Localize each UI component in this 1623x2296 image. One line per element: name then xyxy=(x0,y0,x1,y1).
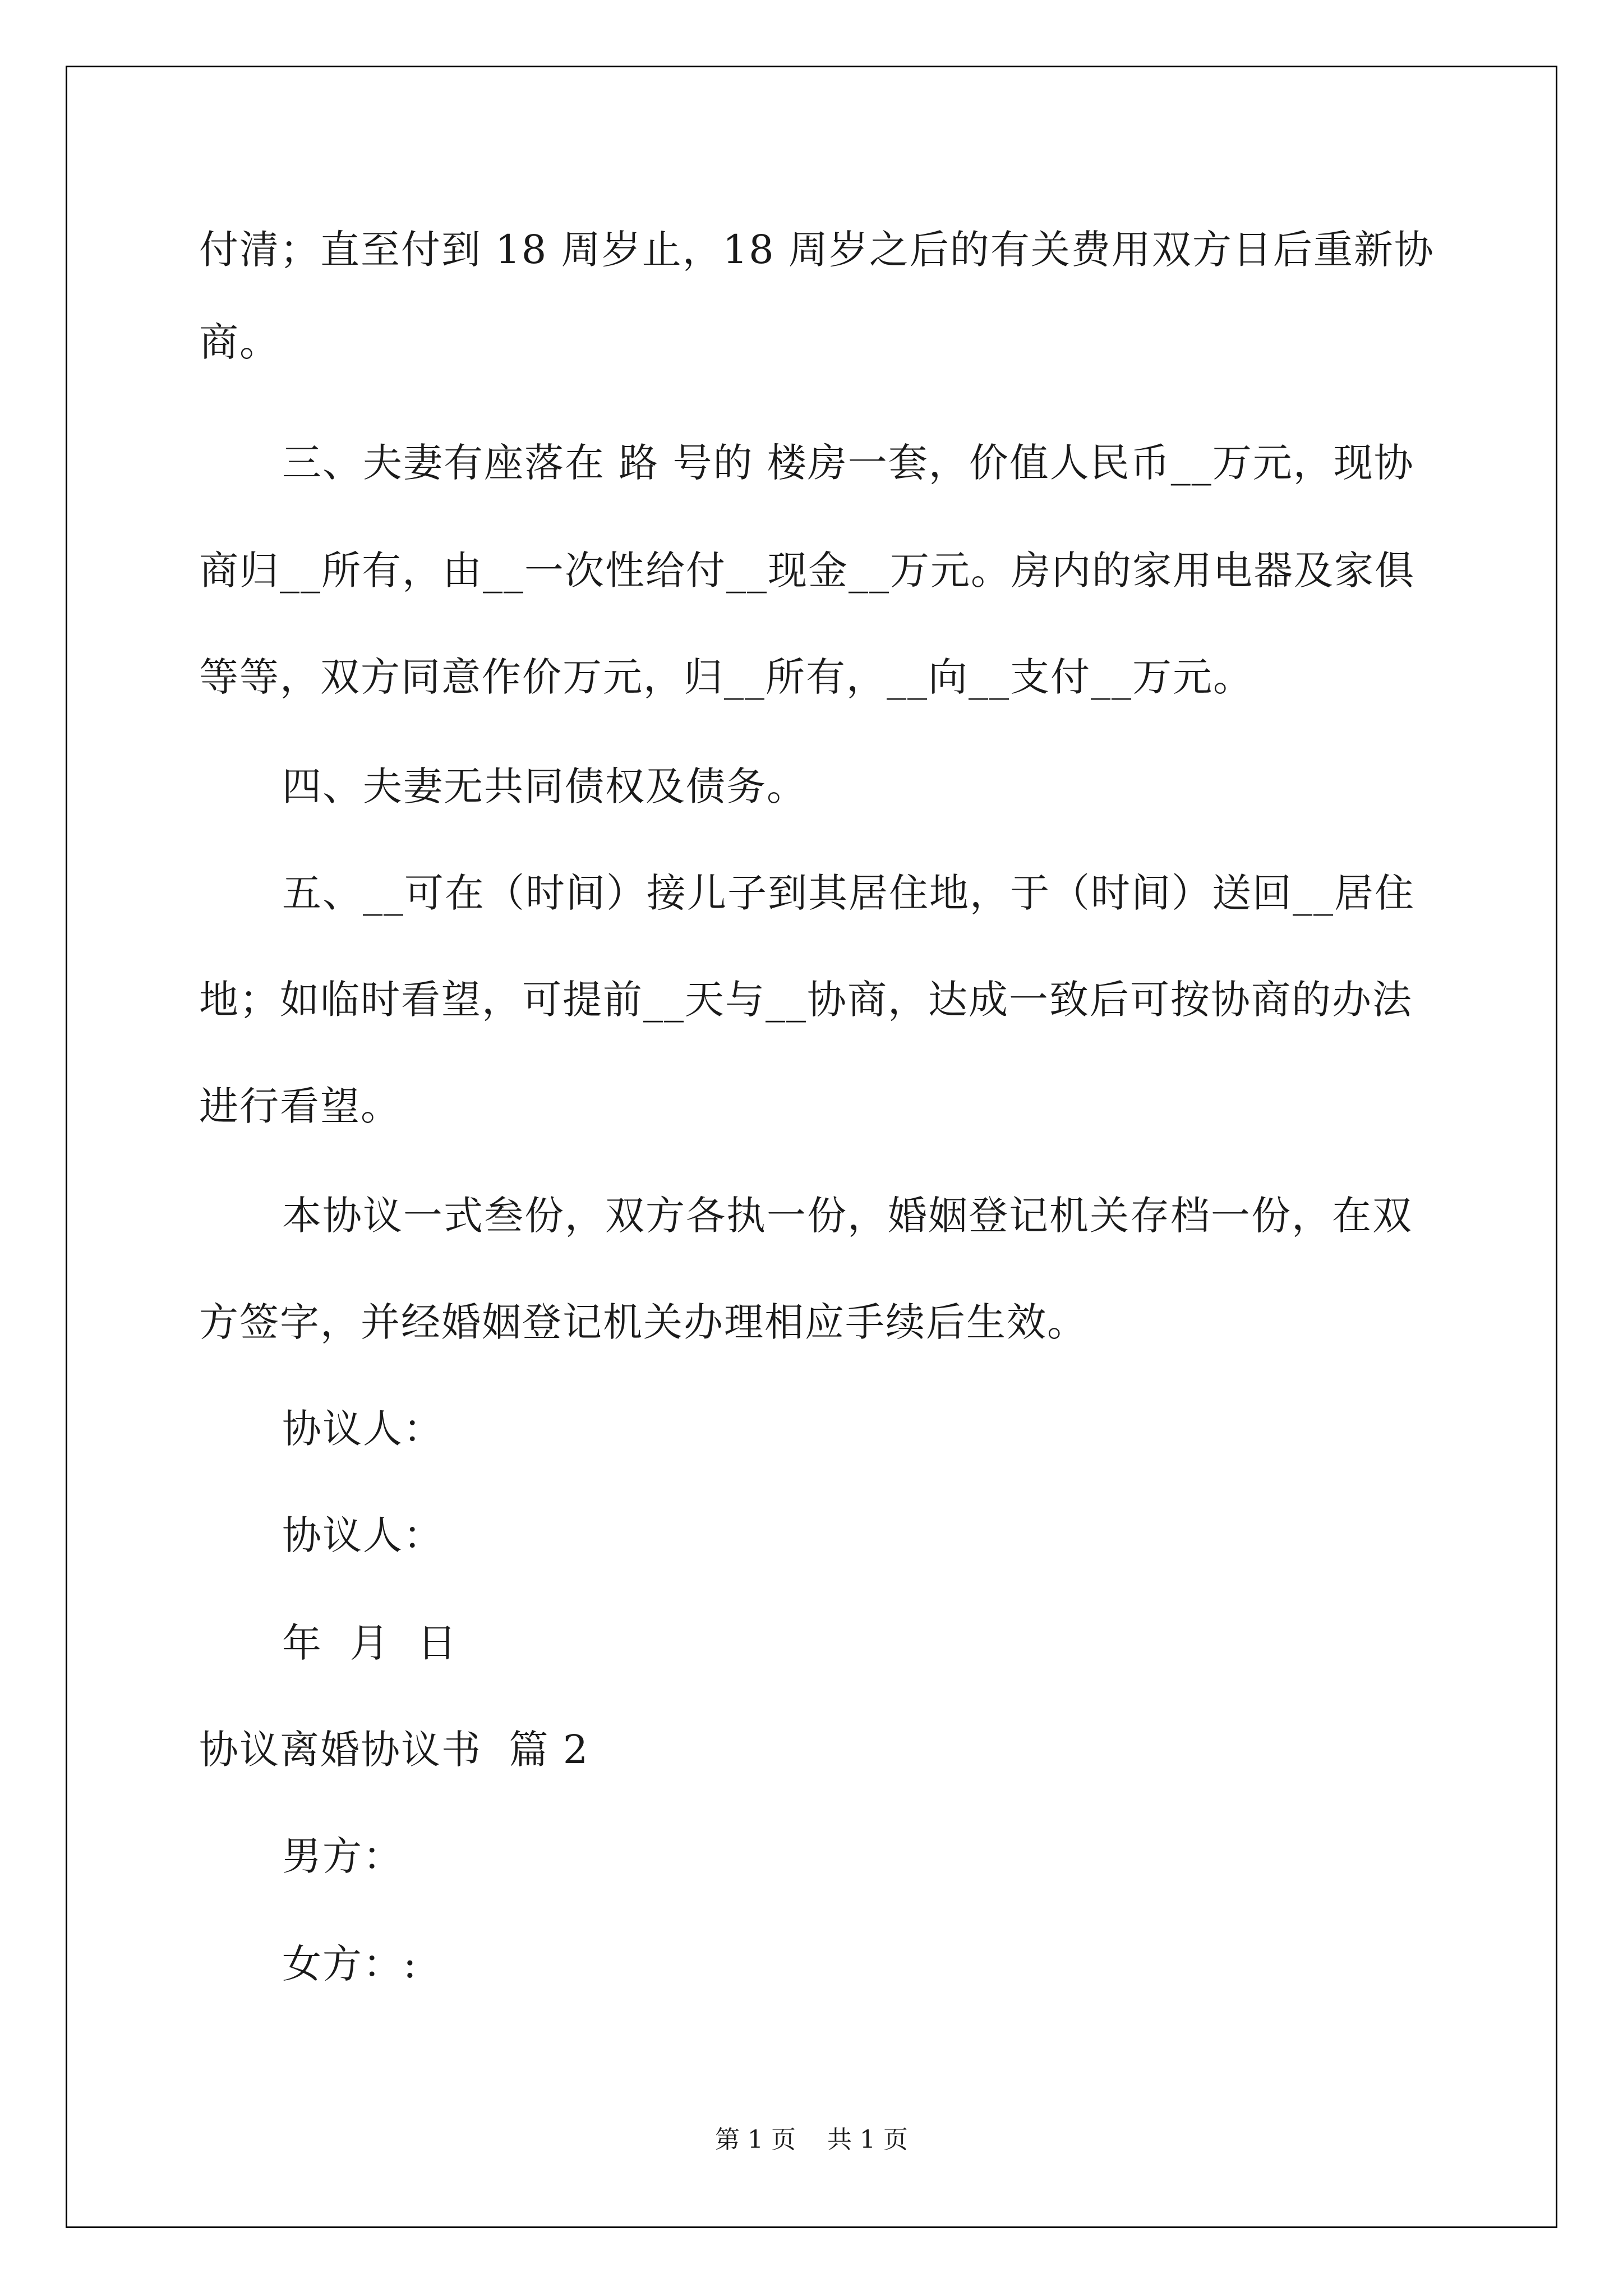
paragraph-line: 商归__所有，由__一次性给付__现金__万元。房内的家用电器及家俱 xyxy=(199,547,1415,593)
signatory-label: 协议人： xyxy=(282,1512,444,1558)
paragraph-line: 等等，双方同意作价万元，归__所有，__向__支付__万元。 xyxy=(199,654,1253,700)
paragraph-line: 进行看望。 xyxy=(199,1083,401,1129)
page-number-footer: 第 1 页 共 1 页 xyxy=(715,2125,908,2154)
party-label-female: 女方：: xyxy=(282,1941,418,1987)
paragraph-line: 商。 xyxy=(199,319,280,365)
party-label-male: 男方： xyxy=(282,1833,403,1879)
paragraph-line: 本协议一式叁份，双方各执一份，婚姻登记机关存档一份，在双 xyxy=(282,1193,1413,1239)
signatory-label: 协议人： xyxy=(282,1406,444,1452)
section-heading: 协议离婚协议书 篇 2 xyxy=(199,1727,589,1773)
page-border xyxy=(66,66,1557,2228)
paragraph-line: 五、__可在（时间）接儿子到其居住地，于（时间）送回__居住 xyxy=(282,870,1415,916)
paragraph-line: 地；如临时看望，可提前__天与__协商，达成一致后可按协商的办法 xyxy=(199,977,1413,1023)
paragraph-line: 四、夫妻无共同债权及债务。 xyxy=(282,763,807,809)
paragraph-line: 付清；直至付到 18 周岁止，18 周岁之后的有关费用双方日后重新协 xyxy=(199,227,1435,273)
paragraph-line: 三、夫妻有座落在 路 号的 楼房一套，价值人民币__万元，现协 xyxy=(282,440,1414,486)
date-line: 年 月 日 xyxy=(282,1620,458,1666)
paragraph-line: 方签字，并经婚姻登记机关办理相应手续后生效。 xyxy=(199,1299,1087,1345)
